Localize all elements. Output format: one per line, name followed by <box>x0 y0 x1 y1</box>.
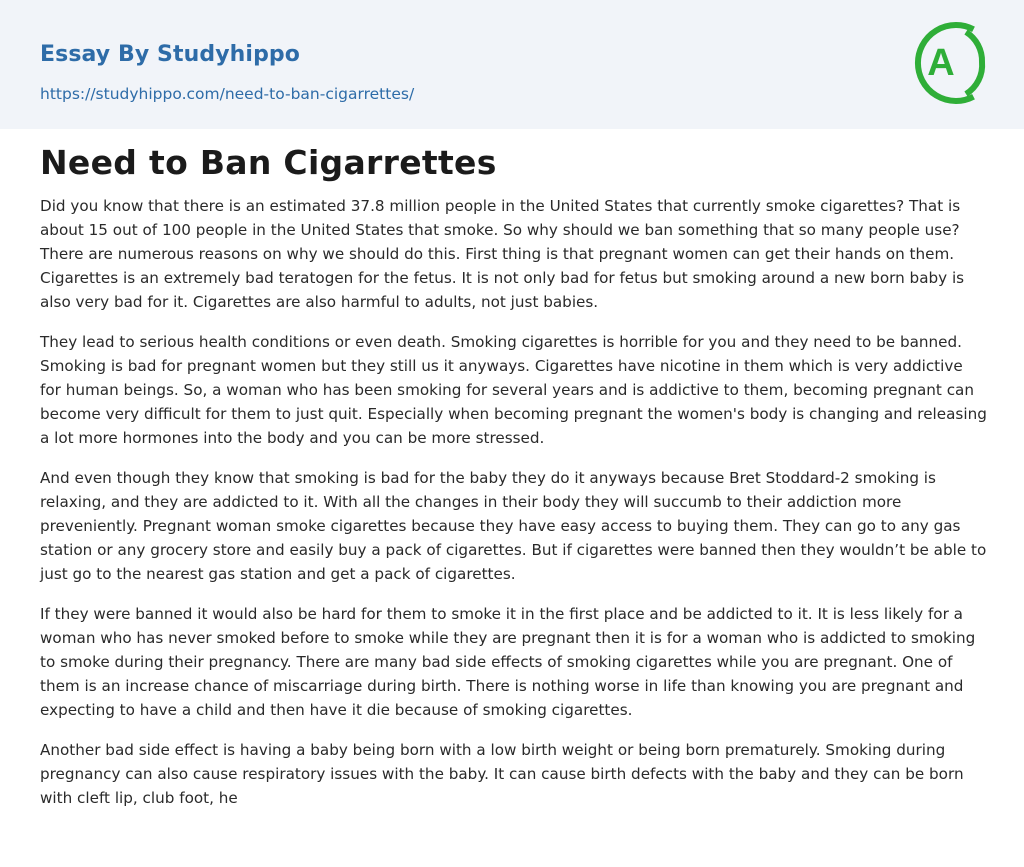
essay-paragraph: Did you know that there is an estimated 37.8 million people in the United States that currently smoke cigarettes? That is about 15 out of 100 people in the United States that smoke. So why should we ban something that so many people use? There are numerous reasons on why we should do this. First thing is that pregnant women can get their hands on them. Cigarettes is an extremely bad teratogen for the fetus. It is not only bad for fetus but smoking around a new born baby is also very bad for it. Cigarettes are also harmful to adults, not just babies. <box>40 197 965 311</box>
logo-letter: A <box>927 42 955 84</box>
page-header <box>0 0 1024 129</box>
essay-paragraph: Another bad side effect is having a baby being born with a low birth weight or being born prematurely. Smoking during pregnancy can also cause respiratory issues with the baby. It can cause birth defects with the baby and they can be born with cleft lip, club foot, he <box>40 741 964 807</box>
essay-body <box>40 194 988 826</box>
source-url-link[interactable]: https://studyhippo.com/need-to-ban-cigarrettes/ <box>40 85 415 103</box>
essay-paragraph: And even though they know that smoking is bad for the baby they do it anyways because Bret Stoddard-2 smoking is relaxing, and they are addicted to it. With all the changes in their body they will succumb to their addiction more preveniently. Pregnant woman smoke cigarettes because they have easy access to buying them. They can go to any gas station or any grocery store and easily buy a pack of cigarettes. But if cigarettes were banned then they wouldn’t be able to just go to the nearest gas station and get a pack of cigarettes. <box>40 469 987 583</box>
studyhippo-logo[interactable] <box>910 18 990 108</box>
essay-paragraph: They lead to serious health conditions or even death. Smoking cigarettes is horrible for you and they need to be banned. Smoking is bad for pregnant women but they still us it anyways. Cigarettes have nicotine in them which is very addictive for human beings. So, a woman who has been smoking for several years and is addictive to them, becoming pregnant can become very difficult for them to just quit. Especially when becoming pregnant the women's body is changing and releasing a lot more hormones into the body and you can be more stressed. <box>40 333 987 447</box>
logo-icon <box>910 18 990 108</box>
brand-title: Essay By Studyhippo <box>40 42 300 67</box>
essay-title: Need to Ban Cigarrettes <box>40 143 497 182</box>
essay-paragraph: If they were banned it would also be hard for them to smoke it in the first place and be addicted to it. It is less likely for a woman who has never smoked before to smoke while they are pregnant then it is for a woman who is addicted to smoking to smoke during their pregnancy. There are many bad side effects of smoking cigarettes while you are pregnant. One of them is an increase chance of miscarriage during birth. There is nothing worse in life than knowing you are pregnant and expecting to have a child and then have it die because of smoking cigarettes. <box>40 605 976 719</box>
